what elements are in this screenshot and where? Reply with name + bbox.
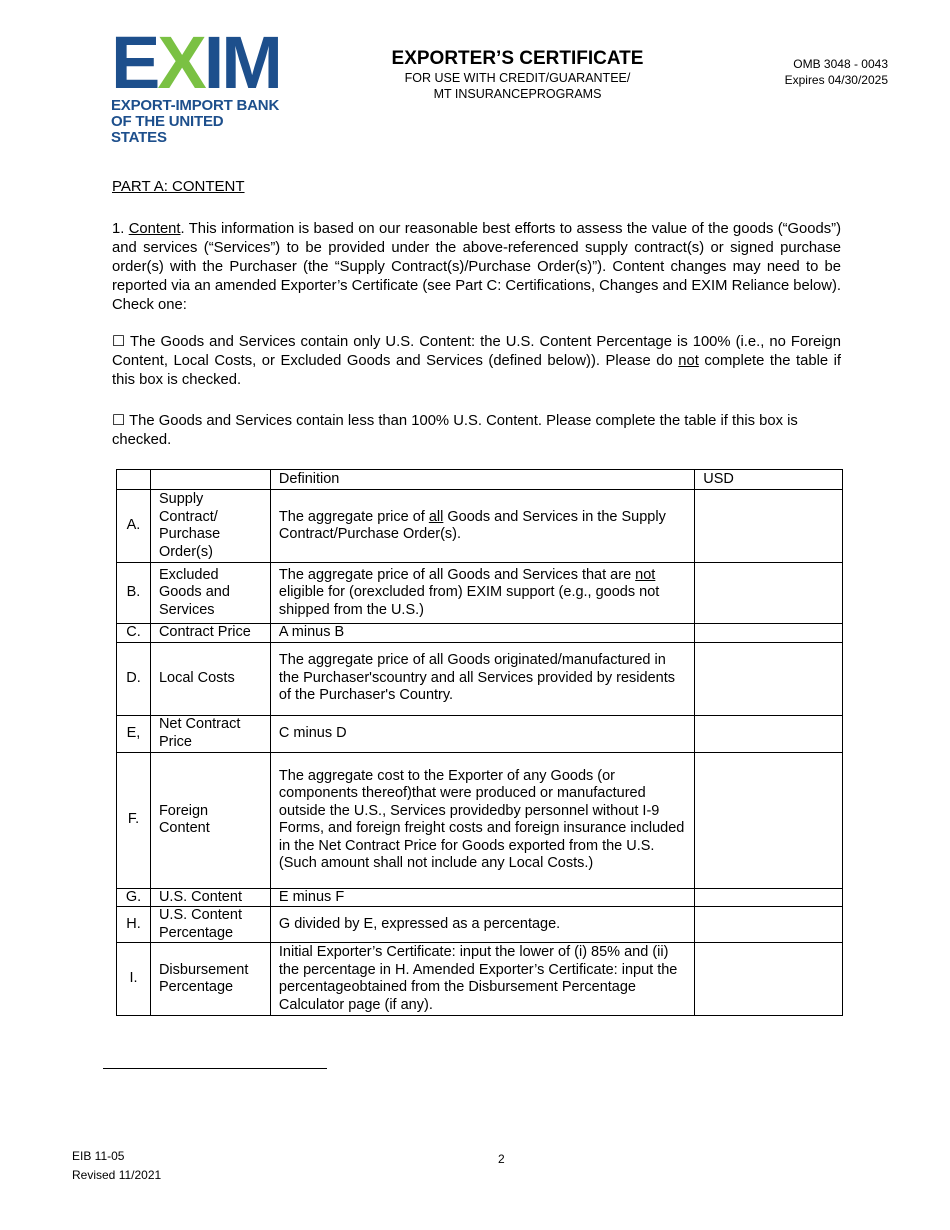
option-1-text-end: complete the table if this box is checked. xyxy=(112,353,841,388)
usd-amount-field[interactable] xyxy=(695,490,843,563)
row-letter: H. xyxy=(117,907,151,943)
row-letter: E, xyxy=(117,715,151,752)
document-title: EXPORTER’S CERTIFICATE xyxy=(391,48,644,69)
logo-mark-x: X xyxy=(157,21,204,104)
usd-amount-field[interactable] xyxy=(695,624,843,643)
logo-line-1: EXPORT-IMPORT BANK xyxy=(111,97,280,114)
option-less-than-100[interactable] xyxy=(112,412,841,450)
usd-amount-field[interactable] xyxy=(695,907,843,943)
table-row xyxy=(117,888,843,907)
row-definition: A minus B xyxy=(270,624,694,643)
logo-text xyxy=(111,98,281,146)
row-definition: Initial Exporter’s Certificate: input the lower of (i) 85% and (ii) the percentage in H. Amended Exporter’s Certificate: input the percentageobtained from the Disbursement Percentage Calculator page (if any). xyxy=(270,943,694,1016)
row-letter: I. xyxy=(117,943,151,1016)
row-definition: C minus D xyxy=(270,715,694,752)
omb-number: OMB 3048 - 0043 xyxy=(793,57,888,71)
form-revised: Revised 11/2021 xyxy=(72,1168,162,1182)
row-letter: D. xyxy=(117,642,151,715)
page-number: 2 xyxy=(498,1152,505,1166)
document-subtitle-2: MT INSURANCEPROGRAMS xyxy=(433,87,602,101)
form-id: EIB 11-05 xyxy=(72,1149,125,1163)
document-header xyxy=(330,48,705,102)
row-letter: C. xyxy=(117,624,151,643)
option-1-not: not xyxy=(678,353,699,369)
usd-amount-field[interactable] xyxy=(695,715,843,752)
row-definition: The aggregate cost to the Exporter of any Goods (or components thereof)that were produced or manufactured outside the U.S., Services providedby personnel without I-9 Forms, and foreign freight costs and foreign insurance included in the Net Contract Price for Goods exported from the U.S. (Such amount shall not include any Local Costs.) xyxy=(270,752,694,888)
exim-logo xyxy=(111,21,281,146)
table-header-row xyxy=(117,470,843,490)
content-term: Content xyxy=(128,221,181,237)
row-name: Foreign Content xyxy=(150,752,270,888)
row-name: U.S. Content xyxy=(150,888,270,907)
footnote-rule xyxy=(103,1068,327,1069)
table-row xyxy=(117,642,843,715)
row-definition: G divided by E, expressed as a percentage. xyxy=(270,907,694,943)
header-blank-letter xyxy=(117,470,151,490)
row-letter: B. xyxy=(117,563,151,624)
logo-line-2: OF THE UNITED STATES xyxy=(111,113,224,146)
option-1-text: ☐ The Goods and Services contain only U.S. Content: the U.S. Content Percentage is 100% (i.e., no Foreign Content, Local Costs, or Excluded Goods and Services (defined below)). Please do xyxy=(112,334,841,369)
option-us-content-only[interactable] xyxy=(112,333,841,390)
row-definition: E minus F xyxy=(270,888,694,907)
header-blank-name xyxy=(150,470,270,490)
table-row xyxy=(117,752,843,888)
row-definition: The aggregate price of all Goods and Services in the Supply Contract/Purchase Order(s). xyxy=(270,490,694,563)
row-name: Contract Price xyxy=(150,624,270,643)
row-letter: G. xyxy=(117,888,151,907)
row-name: Local Costs xyxy=(150,642,270,715)
table-row xyxy=(117,624,843,643)
usd-amount-field[interactable] xyxy=(695,888,843,907)
form-footer xyxy=(72,1147,161,1185)
table-row xyxy=(117,563,843,624)
row-letter: A. xyxy=(117,490,151,563)
usd-amount-field[interactable] xyxy=(695,752,843,888)
option-2-text: ☐ The Goods and Services contain less than 100% U.S. Content. Please complete the table if this box is checked. xyxy=(112,413,798,448)
paragraph-number: 1. xyxy=(112,221,129,237)
row-name: Supply Contract/ Purchase Order(s) xyxy=(150,490,270,563)
header-definition: Definition xyxy=(270,470,694,490)
header-usd: USD xyxy=(695,470,843,490)
logo-mark-left: E xyxy=(111,21,158,104)
row-definition: The aggregate price of all Goods and Services that are not eligible for (orexcluded from) EXIM support (e.g., goods not shipped from the U.S.) xyxy=(270,563,694,624)
usd-amount-field[interactable] xyxy=(695,642,843,715)
content-paragraph xyxy=(112,220,841,315)
logo-mark xyxy=(111,21,281,104)
usd-amount-field[interactable] xyxy=(695,943,843,1016)
table-row xyxy=(117,943,843,1016)
paragraph-body: . This information is based on our reasonable best efforts to assess the value of the goods (“Goods”) and services (“Services”) to be provided under the above-referenced supply contract(s) or signed purchase order(s) with the Purchaser (the “Supply Contract(s)/Purchase Order(s)”). Content changes may need to be reported via an amended Exporter’s Certificate (see Part C: Certifications, Changes and EXIM Reliance below). Check one: xyxy=(112,221,842,313)
part-a-heading: PART A: CONTENT xyxy=(112,178,245,195)
omb-block xyxy=(785,56,888,88)
logo-mark-right: IM xyxy=(203,21,280,104)
table-row xyxy=(117,490,843,563)
row-name: Net Contract Price xyxy=(150,715,270,752)
document-subtitle-1: FOR USE WITH CREDIT/GUARANTEE/ xyxy=(404,71,631,85)
omb-expiry: Expires 04/30/2025 xyxy=(784,73,888,87)
row-letter: F. xyxy=(117,752,151,888)
row-definition: The aggregate price of all Goods originated/manufactured in the Purchaser'scountry and all Services provided by residents of the Purchaser's Country. xyxy=(270,642,694,715)
row-name: Excluded Goods and Services xyxy=(150,563,270,624)
usd-amount-field[interactable] xyxy=(695,563,843,624)
row-name: Disbursement Percentage xyxy=(150,943,270,1016)
content-table xyxy=(116,469,843,1016)
row-name: U.S. Content Percentage xyxy=(150,907,270,943)
table-row xyxy=(117,715,843,752)
table-row xyxy=(117,907,843,943)
